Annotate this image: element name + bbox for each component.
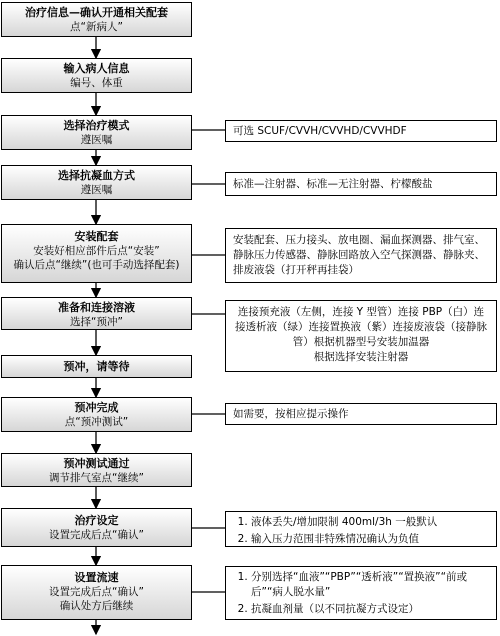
step-prepare-solutions [1, 297, 192, 330]
step-desc: 设置完成后点“确认” [49, 529, 144, 541]
step-desc: 确认后点“继续”(也可手动选择配套) [13, 259, 180, 271]
step-title: 安装配套 [74, 230, 119, 243]
step-anticoagulation [1, 165, 192, 200]
step-title: 治疗设定 [74, 514, 119, 527]
step-priming-test-passed [1, 453, 192, 487]
step-flow-rates [1, 565, 192, 620]
step-therapy-mode [1, 115, 192, 150]
step-title: 设置流速 [74, 571, 119, 584]
list-item: 2. 输入压力范围非特殊情况确认为负值 [251, 532, 489, 547]
list-item: 1. 分别选择“血液”“PBP”“透析液”“置换液”“前或后”“病人脱水量” [251, 570, 489, 600]
step-title: 选择抗凝血方式 [58, 169, 135, 182]
step-treatment-info [1, 2, 192, 37]
step-title: 预冲完成 [74, 401, 119, 414]
note-text: 安装配套、压力接头、放电圈、漏血探测器、排气室、静脉压力传感器、静脉回路放入空气探测器、静脉夹、排废液袋（打开秤再挂袋） [233, 234, 485, 276]
note-therapy-settings [225, 511, 497, 547]
list-item: 2. 抗凝血剂量（以不同抗凝方式设定） [251, 602, 489, 617]
step-title: 准备和连接溶液 [58, 301, 135, 314]
step-install-set [1, 224, 192, 283]
step-priming-complete [1, 397, 192, 432]
list-item: 1. 液体丢失/增加限制 400ml/3h 一般默认 [251, 515, 489, 530]
step-desc: 编号、体重 [70, 77, 123, 89]
step-patient-info [1, 58, 192, 93]
step-priming-wait [1, 355, 192, 378]
step-desc: 遵医嘱 [80, 134, 113, 146]
note-install-set [225, 228, 497, 283]
step-title: 治疗信息—确认开通相关配套 [25, 6, 168, 19]
step-desc: 设置完成后点“确认” [49, 586, 144, 598]
step-title: 输入病人信息 [63, 62, 130, 75]
step-title: 预冲测试通过 [63, 457, 130, 470]
note-list [233, 515, 489, 547]
step-desc: 调节排气室点“继续” [49, 472, 144, 484]
note-text: 可选 SCUF/CVVH/CVVHD/CVVHDF [233, 125, 407, 137]
step-title: 选择治疗模式 [63, 119, 130, 132]
note-priming-complete [225, 403, 497, 425]
note-text: 连接预充液（左侧，连接 Y 型管）连接 PBP（白）连接透析液（绿）连接置换液（紫）连接废液袋（接静脉管）根据机器型号安装加温器 [235, 306, 487, 348]
note-text: 根据选择安装注射器 [313, 351, 409, 363]
note-flow-rates [225, 566, 497, 620]
note-text: 如需要，按相应提示操作 [233, 408, 349, 420]
step-therapy-settings [1, 508, 192, 547]
step-desc: 安装好相应部件后点“安装” [33, 245, 160, 257]
note-therapy-mode [225, 120, 497, 142]
step-desc: 确认处方后继续 [59, 600, 134, 612]
step-desc: 遵医嘱 [80, 184, 113, 196]
note-solutions [225, 300, 497, 372]
note-anticoagulation [225, 172, 497, 196]
step-desc: 点“新病人” [70, 21, 123, 33]
step-desc: 选择“预冲” [70, 316, 123, 328]
step-desc: 点“预冲测试” [64, 416, 129, 428]
note-list [233, 570, 489, 617]
note-text: 标准—注射器、标准—无注射器、柠檬酸盐 [233, 178, 433, 190]
step-title: 预冲，请等待 [63, 360, 130, 373]
